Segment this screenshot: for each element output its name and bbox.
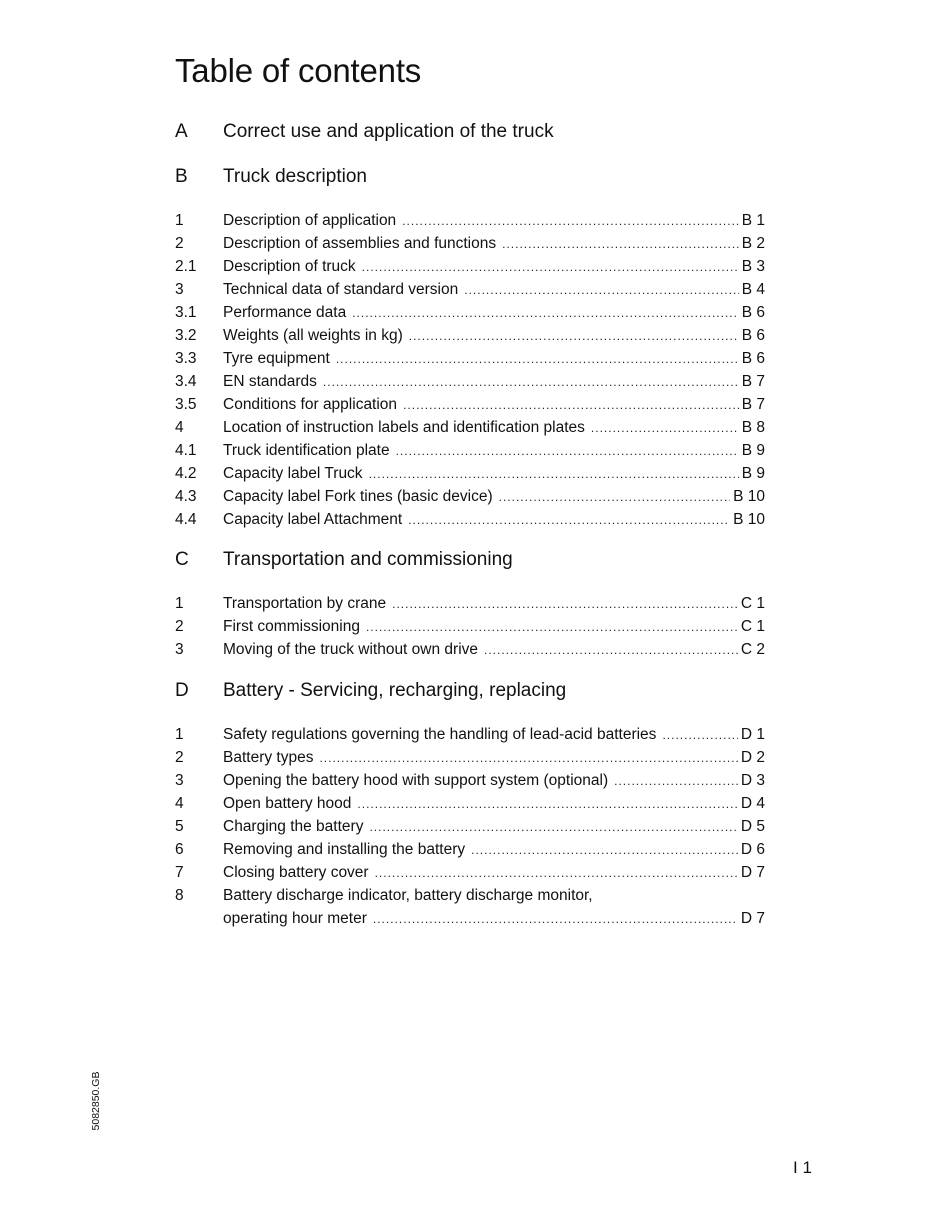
entry-line <box>223 416 765 440</box>
entry-title: Removing and installing the battery <box>223 841 466 858</box>
entry-line <box>223 209 765 233</box>
section-letter: D <box>175 680 189 701</box>
entry-line <box>223 592 765 616</box>
entry-page: B 6 <box>741 327 765 344</box>
dot-leader <box>464 279 739 302</box>
entry-page: B 8 <box>741 419 765 436</box>
entry-page: B 3 <box>741 258 765 275</box>
entry-number: 3 <box>175 281 184 298</box>
entry-number: 1 <box>175 726 184 743</box>
entry-line <box>223 907 765 931</box>
entry-page: D 7 <box>740 864 765 881</box>
entry-number: 1 <box>175 595 184 612</box>
toc-entry <box>175 416 765 439</box>
toc-entry <box>175 592 765 615</box>
entry-line <box>223 769 765 793</box>
entry-line <box>223 615 765 639</box>
page-number: I 1 <box>793 1158 812 1177</box>
entry-page: B 7 <box>741 396 765 413</box>
entry-line <box>223 746 765 770</box>
entry-number: 3 <box>175 772 184 789</box>
toc-entry <box>175 792 765 815</box>
toc-entry <box>175 884 765 930</box>
toc-entry <box>175 232 765 255</box>
entry-page: B 1 <box>741 212 765 229</box>
entry-number: 3.3 <box>175 350 197 367</box>
entry-page: C 1 <box>740 595 765 612</box>
entry-number: 4.1 <box>175 442 197 459</box>
entry-number: 4.4 <box>175 511 197 528</box>
entry-line <box>223 301 765 325</box>
section-b-entries <box>175 209 765 531</box>
entry-page: B 7 <box>741 373 765 390</box>
entry-line <box>223 815 765 839</box>
entry-page: C 1 <box>740 618 765 635</box>
entry-title: Truck identification plate <box>223 442 390 459</box>
toc-entry <box>175 439 765 462</box>
entry-line <box>223 324 765 348</box>
entry-title: Moving of the truck without own drive <box>223 641 479 658</box>
section-letter: A <box>175 121 188 142</box>
entry-line <box>223 838 765 862</box>
dot-leader <box>484 639 738 662</box>
entry-title: Performance data <box>223 304 347 321</box>
toc-entry <box>175 485 765 508</box>
dot-leader <box>408 509 730 532</box>
entry-number: 4.3 <box>175 488 197 505</box>
section-title: Transportation and commissioning <box>223 549 513 570</box>
entry-number: 2 <box>175 749 184 766</box>
dot-leader <box>375 862 738 885</box>
entry-title: Transportation by crane <box>223 595 387 612</box>
dot-leader <box>373 908 738 931</box>
entry-title: Tyre equipment <box>223 350 330 367</box>
toc-entry <box>175 324 765 347</box>
section-letter: C <box>175 549 189 570</box>
dot-leader <box>369 463 739 486</box>
entry-page: D 2 <box>740 749 765 766</box>
entry-number: 4 <box>175 795 184 812</box>
entry-line <box>223 393 765 417</box>
entry-title: Description of application <box>223 212 397 229</box>
entry-line <box>223 232 765 256</box>
dot-leader <box>336 348 739 371</box>
entry-line <box>223 462 765 486</box>
dot-leader <box>403 394 739 417</box>
section-c-entries <box>175 592 765 661</box>
section-letter: B <box>175 166 188 187</box>
dot-leader <box>323 371 739 394</box>
entry-number: 4.2 <box>175 465 197 482</box>
dot-leader <box>362 256 739 279</box>
entry-page: B 6 <box>741 350 765 367</box>
dot-leader <box>392 593 738 616</box>
section-d-entries <box>175 723 765 930</box>
entry-number: 3.1 <box>175 304 197 321</box>
dot-leader <box>352 302 739 325</box>
dot-leader <box>357 793 737 816</box>
entry-line <box>223 508 765 532</box>
dot-leader <box>502 233 739 256</box>
entry-number: 3.5 <box>175 396 197 413</box>
toc-entry <box>175 838 765 861</box>
entry-page: B 9 <box>741 442 765 459</box>
entry-line <box>223 439 765 463</box>
entry-line <box>223 485 765 509</box>
entry-number: 3.4 <box>175 373 197 390</box>
entry-number: 8 <box>175 887 184 904</box>
section-title: Battery - Servicing, recharging, replacing <box>223 680 567 701</box>
section-title: Truck description <box>223 166 367 187</box>
page-title: Table of contents <box>175 52 422 89</box>
entry-title: operating hour meter <box>223 910 367 927</box>
entry-text-line1: Battery discharge indicator, battery discharge monitor, <box>223 887 593 904</box>
toc-entry <box>175 638 765 661</box>
entry-title: Charging the battery <box>223 818 364 835</box>
toc-entry <box>175 301 765 324</box>
entry-title: Open battery hood <box>223 795 352 812</box>
entry-title: Closing battery cover <box>223 864 369 881</box>
entry-line <box>223 861 765 885</box>
dot-leader <box>662 724 737 747</box>
entry-number: 1 <box>175 212 184 229</box>
entry-page: D 1 <box>740 726 765 743</box>
entry-title: Weights (all weights in kg) <box>223 327 403 344</box>
dot-leader <box>471 839 738 862</box>
entry-line <box>223 723 765 747</box>
toc-entry <box>175 723 765 746</box>
entry-title: Capacity label Truck <box>223 465 363 482</box>
entry-number: 6 <box>175 841 184 858</box>
toc-entry <box>175 209 765 232</box>
entry-line <box>223 255 765 279</box>
entry-number: 3 <box>175 641 184 658</box>
dot-leader <box>319 747 737 770</box>
toc-entry <box>175 861 765 884</box>
entry-number: 2.1 <box>175 258 197 275</box>
toc-entry <box>175 769 765 792</box>
entry-title: Conditions for application <box>223 396 398 413</box>
toc-entry <box>175 462 765 485</box>
entry-page: D 4 <box>740 795 765 812</box>
entry-page: B 10 <box>733 488 765 505</box>
dot-leader <box>369 816 737 839</box>
dot-leader <box>614 770 738 793</box>
entry-title: Opening the battery hood with support system (optional) <box>223 772 609 789</box>
entry-page: B 4 <box>741 281 765 298</box>
entry-line <box>223 638 765 662</box>
entry-page: C 2 <box>740 641 765 658</box>
entry-number: 4 <box>175 419 184 436</box>
entry-page: B 6 <box>741 304 765 321</box>
toc-entry <box>175 508 765 531</box>
entry-page: D 3 <box>740 772 765 789</box>
entry-number: 7 <box>175 864 184 881</box>
entry-title: Battery types <box>223 749 314 766</box>
entry-line <box>223 278 765 302</box>
toc-entry <box>175 615 765 638</box>
entry-title: Description of assemblies and functions <box>223 235 497 252</box>
dot-leader <box>409 325 739 348</box>
entry-title: Capacity label Attachment <box>223 511 403 528</box>
entry-title: Technical data of standard version <box>223 281 459 298</box>
document-code <box>86 1070 106 1140</box>
document-code-text: 5082850.GB <box>90 1071 102 1131</box>
entry-line <box>223 370 765 394</box>
toc-entry <box>175 278 765 301</box>
entry-line <box>223 347 765 371</box>
toc-entry <box>175 746 765 769</box>
entry-page: B 2 <box>741 235 765 252</box>
toc-entry <box>175 347 765 370</box>
entry-page: D 6 <box>740 841 765 858</box>
entry-page: B 9 <box>741 465 765 482</box>
entry-number: 3.2 <box>175 327 197 344</box>
entry-page: B 10 <box>733 511 765 528</box>
dot-leader <box>366 616 738 639</box>
entry-number: 2 <box>175 618 184 635</box>
dot-leader <box>499 486 730 509</box>
entry-number: 2 <box>175 235 184 252</box>
entry-page: D 7 <box>740 910 765 927</box>
entry-page: D 5 <box>740 818 765 835</box>
dot-leader <box>396 440 739 463</box>
entry-title: Safety regulations governing the handling of lead-acid batteries <box>223 726 657 743</box>
entry-title: First commissioning <box>223 618 360 635</box>
entry-title: Location of instruction labels and identification plates <box>223 419 585 436</box>
entry-line <box>223 792 765 816</box>
dot-leader <box>591 417 739 440</box>
entry-title: Capacity label Fork tines (basic device) <box>223 488 493 505</box>
entry-title: EN standards <box>223 373 317 390</box>
entry-number: 5 <box>175 818 184 835</box>
dot-leader <box>402 210 739 233</box>
toc-entry <box>175 370 765 393</box>
toc-entry <box>175 393 765 416</box>
toc-entry <box>175 815 765 838</box>
section-title: Correct use and application of the truck <box>223 121 554 142</box>
entry-title: Description of truck <box>223 258 356 275</box>
toc-entry <box>175 255 765 278</box>
